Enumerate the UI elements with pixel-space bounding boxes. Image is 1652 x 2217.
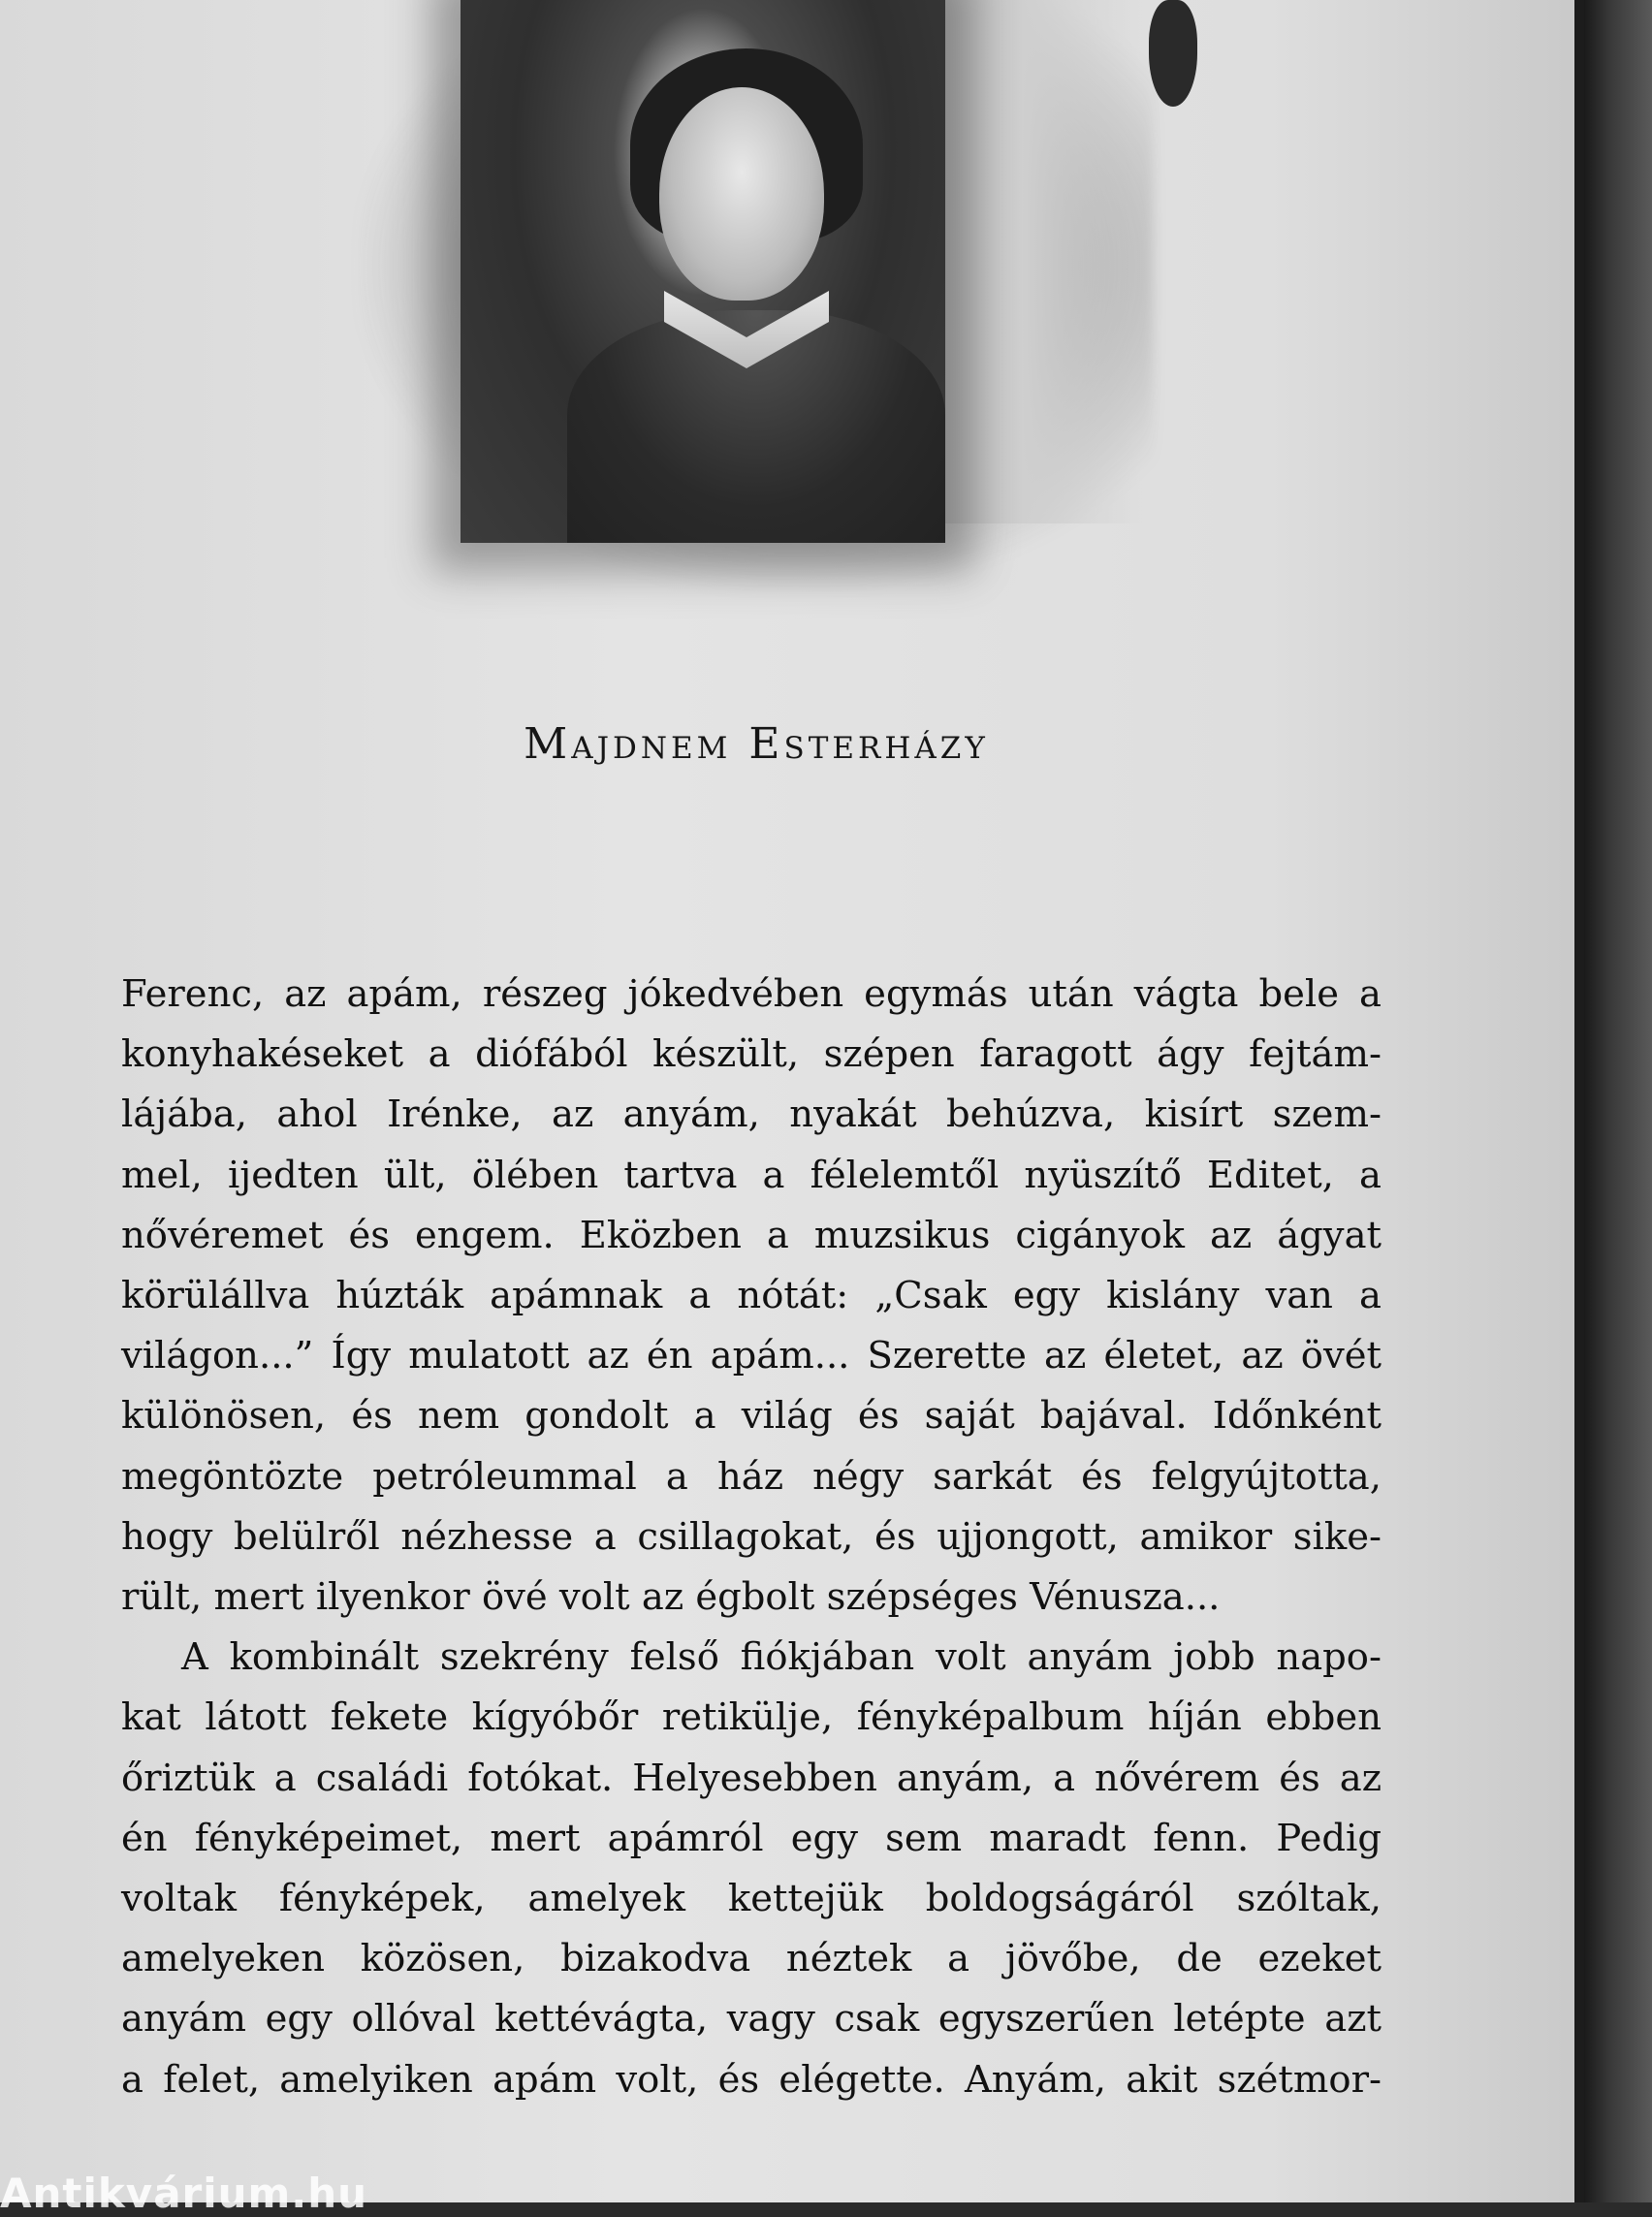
text-line: amelyeken közösen, bizakodva néztek a jövőbe, de ezeket: [121, 1937, 1382, 1981]
text-line: nővéremet és engem. Eközben a muzsikus cigányok az ágyat: [121, 1213, 1382, 1257]
text-line: voltak fényképek, amelyek kettejük boldogságáról szóltak,: [121, 1877, 1382, 1921]
text-line: őriztük a családi fotókat. Helyesebben anyám, a nővérem és az: [121, 1756, 1382, 1800]
text-line: rült, mert ilyenkor övé volt az égbolt szépséges Vénusza...: [121, 1575, 1221, 1620]
paragraph-1: [121, 965, 1382, 1628]
text-line: anyám egy ollóval kettévágta, vagy csak egyszerűen letépte azt: [121, 1997, 1382, 2042]
photo-corner-figure: [1149, 0, 1197, 107]
text-line: körülállva húzták apámnak a nótát: „Csak egy kislány van a: [121, 1274, 1382, 1318]
text-line: kat látott fekete kígyóbőr retikülje, fényképalbum híján ebben: [121, 1695, 1382, 1740]
text-line: én fényképeimet, mert apámról egy sem maradt fenn. Pedig: [121, 1816, 1382, 1860]
text-line: világon...” Így mulatott az én apám... Szerette az életet, az övét: [121, 1334, 1382, 1378]
text-line: mel, ijedten ült, ölében tartva a félelemtől nyüszítő Editet, a: [121, 1153, 1382, 1197]
text-line: Ferenc, az apám, részeg jókedvében egymás után vágta bele a: [121, 972, 1382, 1016]
body-text: [121, 965, 1382, 2110]
watermark: Antikvárium.hu: [0, 2169, 368, 2217]
text-line: konyhakéseket a diófából készült, szépen faragott ágy fejtám-: [121, 1032, 1382, 1077]
background-surface: [1584, 0, 1652, 2202]
photo-frame: [461, 0, 945, 543]
paragraph-2: [121, 1628, 1382, 2110]
photo-door-frame: [940, 0, 1144, 523]
text-line: különösen, és nem gondolt a világ és saját bajával. Időnként: [121, 1394, 1382, 1439]
chapter-title: Majdnem Esterházy: [524, 719, 989, 769]
text-line: lájába, ahol Irénke, az anyám, nyakát behúzva, kisírt szem-: [121, 1093, 1382, 1137]
page-edge: [1574, 0, 1584, 2202]
text-line: A kombinált szekrény felső fiókjában volt anyám jobb napo-: [181, 1635, 1382, 1680]
portrait-photo: [359, 0, 1154, 591]
text-line: a felet, amelyiken apám volt, és elégette. Anyám, akit szétmor-: [121, 2057, 1382, 2102]
photo-woman-face: [659, 87, 824, 301]
text-line: hogy belülről nézhesse a csillagokat, és ujjongott, amikor sike-: [121, 1514, 1382, 1559]
text-line: megöntözte petróleummal a ház négy sarkát és felgyújtotta,: [121, 1454, 1382, 1499]
